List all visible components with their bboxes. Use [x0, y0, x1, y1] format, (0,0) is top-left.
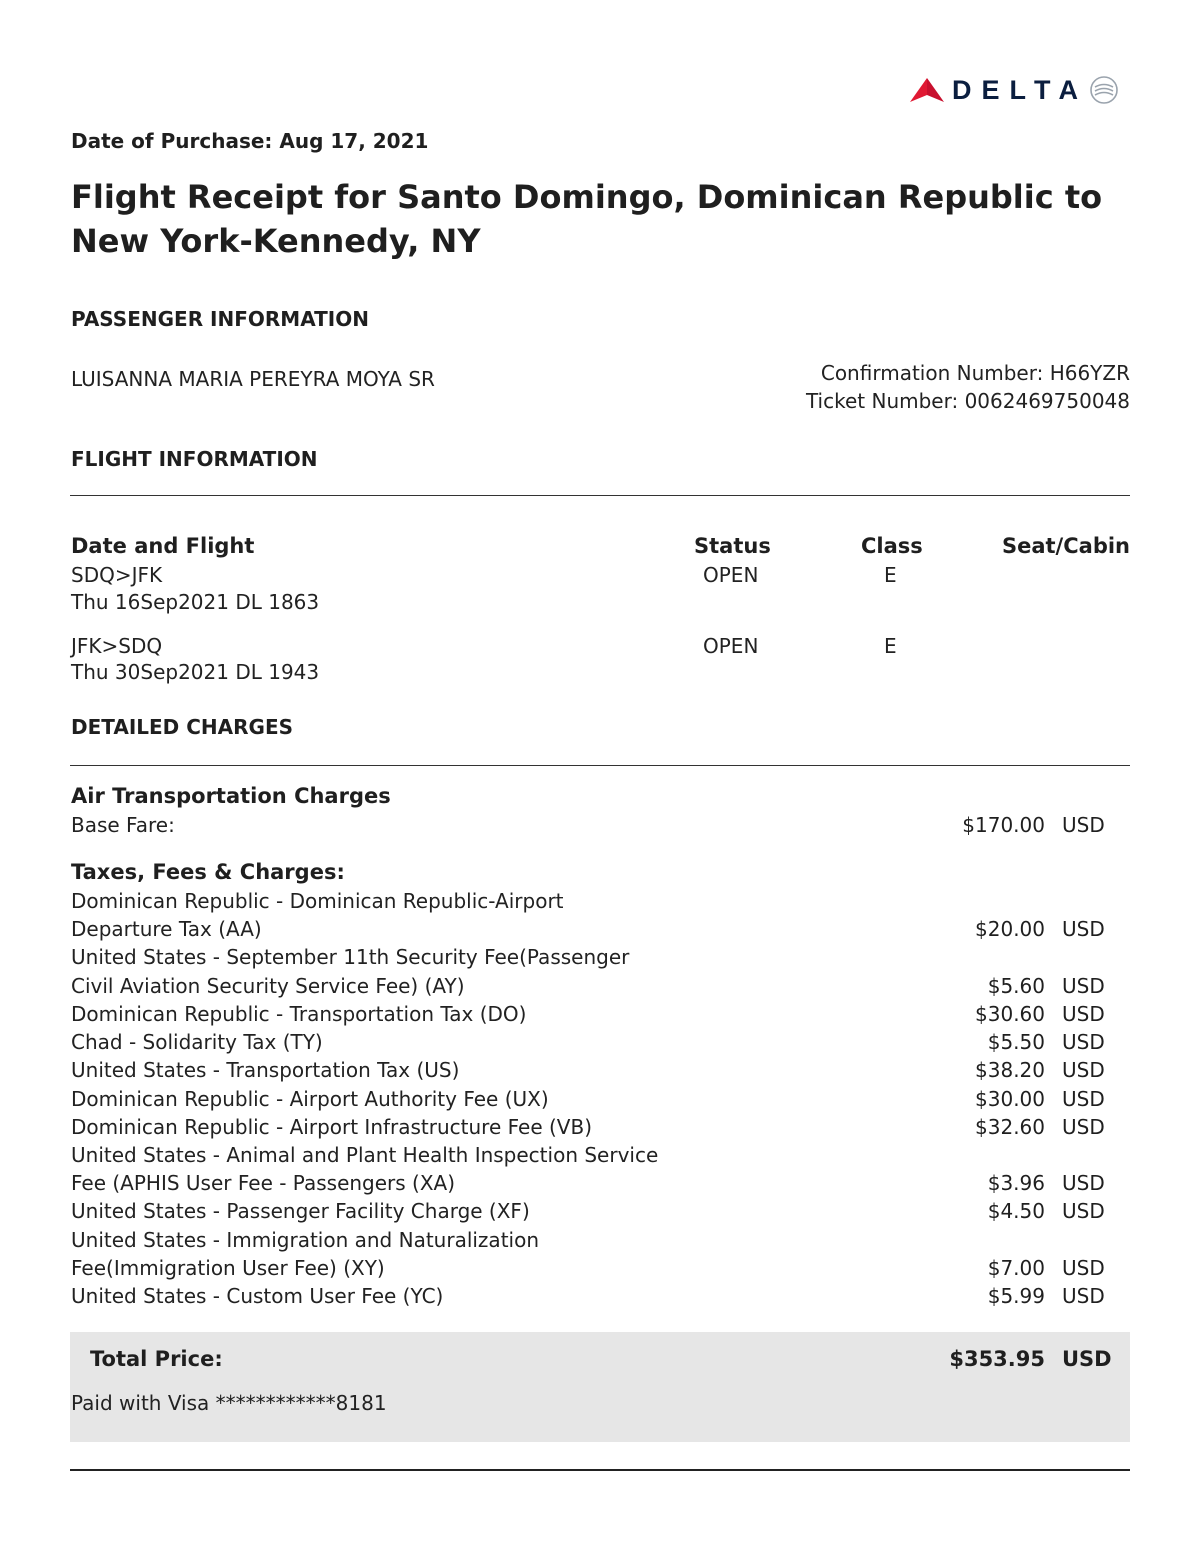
total-price-label: Total Price: [90, 1347, 223, 1371]
header-class: Class [861, 534, 923, 558]
charge-line: United States - Animal and Plant Health Inspection Service [71, 1143, 659, 1167]
flight-date-number: Thu 30Sep2021 DL 1943 [71, 660, 320, 684]
charges-section-heading: DETAILED CHARGES [71, 715, 294, 739]
charge-amount: $5.60 [987, 974, 1045, 998]
header-date-flight: Date and Flight [71, 534, 255, 558]
charge-line: United States - Immigration and Naturalization [71, 1228, 539, 1252]
charge-amount: $4.50 [987, 1199, 1045, 1223]
currency: USD [1062, 1087, 1105, 1111]
currency: USD [1062, 1115, 1105, 1139]
charge-amount: $30.60 [975, 1002, 1045, 1026]
currency: USD [1062, 1171, 1105, 1195]
date-of-purchase: Date of Purchase: Aug 17, 2021 [71, 129, 429, 153]
currency: USD [1062, 813, 1105, 837]
passenger-name: LUISANNA MARIA PEREYRA MOYA SR [71, 367, 435, 391]
charge-line: Chad - Solidarity Tax (TY) [71, 1030, 323, 1054]
charge-amount: $5.50 [987, 1030, 1045, 1054]
charge-line: Dominican Republic - Transportation Tax (DO) [71, 1002, 527, 1026]
base-fare-label: Base Fare: [71, 813, 175, 837]
charge-line: Fee(Immigration User Fee) (XY) [71, 1256, 385, 1280]
currency: USD [1062, 1058, 1105, 1082]
header-seat-cabin: Seat/Cabin [1001, 534, 1130, 558]
flight-divider [70, 495, 1130, 496]
flight-route: SDQ>JFK [71, 563, 163, 587]
charge-line: United States - Custom User Fee (YC) [71, 1284, 444, 1308]
confirmation-number: Confirmation Number: H66YZR [820, 361, 1130, 385]
currency: USD [1062, 974, 1105, 998]
charge-line: Dominican Republic - Airport Infrastructure Fee (VB) [71, 1115, 593, 1139]
charge-line: Departure Tax (AA) [71, 917, 262, 941]
charge-amount: $32.60 [975, 1115, 1045, 1139]
charge-amount: $5.99 [987, 1284, 1045, 1308]
charge-line: Civil Aviation Security Service Fee) (AY) [71, 974, 465, 998]
charge-amount: $7.00 [987, 1256, 1045, 1280]
page-title [71, 175, 1131, 263]
charge-line: United States - Transportation Tax (US) [71, 1058, 460, 1082]
charge-amount: $20.00 [975, 917, 1045, 941]
flight-class: E [884, 634, 897, 658]
currency: USD [1062, 1256, 1105, 1280]
passenger-section-heading: PASSENGER INFORMATION [71, 307, 369, 331]
charge-line: United States - September 11th Security Fee(Passenger [71, 945, 630, 969]
payment-method: Paid with Visa ************8181 [71, 1391, 387, 1415]
flight-status: OPEN [703, 634, 759, 658]
base-fare-amount: $170.00 [962, 813, 1045, 837]
currency: USD [1062, 1030, 1105, 1054]
total-price-currency: USD [1062, 1347, 1112, 1371]
currency: USD [1062, 1284, 1105, 1308]
charges-divider [70, 765, 1130, 766]
charge-line: Dominican Republic - Airport Authority Fee (UX) [71, 1087, 549, 1111]
title-line-2: New York-Kennedy, NY [71, 222, 481, 260]
currency: USD [1062, 1002, 1105, 1026]
skyteam-icon [1088, 74, 1120, 106]
ticket-number: Ticket Number: 0062469750048 [805, 389, 1130, 413]
flight-class: E [884, 563, 897, 587]
delta-wordmark: DELTA [952, 74, 1088, 105]
charge-line: United States - Passenger Facility Charge (XF) [71, 1199, 530, 1223]
flight-route: JFK>SDQ [71, 634, 163, 658]
total-price-amount: $353.95 [949, 1347, 1045, 1371]
flight-date-number: Thu 16Sep2021 DL 1863 [71, 590, 320, 614]
charge-amount: $30.00 [975, 1087, 1045, 1111]
charge-line: Fee (APHIS User Fee - Passengers (XA) [71, 1171, 456, 1195]
delta-logo [908, 72, 1120, 108]
charge-line: Dominican Republic - Dominican Republic-Airport [71, 889, 564, 913]
charge-amount: $38.20 [975, 1058, 1045, 1082]
currency: USD [1062, 1199, 1105, 1223]
footer-divider [70, 1469, 1130, 1471]
header-status: Status [694, 534, 771, 558]
air-transportation-heading: Air Transportation Charges [71, 784, 391, 808]
delta-widget-icon [908, 76, 946, 104]
taxes-heading: Taxes, Fees & Charges: [71, 860, 345, 884]
charge-amount: $3.96 [987, 1171, 1045, 1195]
currency: USD [1062, 917, 1105, 941]
title-line-1: Flight Receipt for Santo Domingo, Dominican Republic to [71, 178, 1103, 216]
flight-section-heading: FLIGHT INFORMATION [71, 447, 318, 471]
flight-status: OPEN [703, 563, 759, 587]
